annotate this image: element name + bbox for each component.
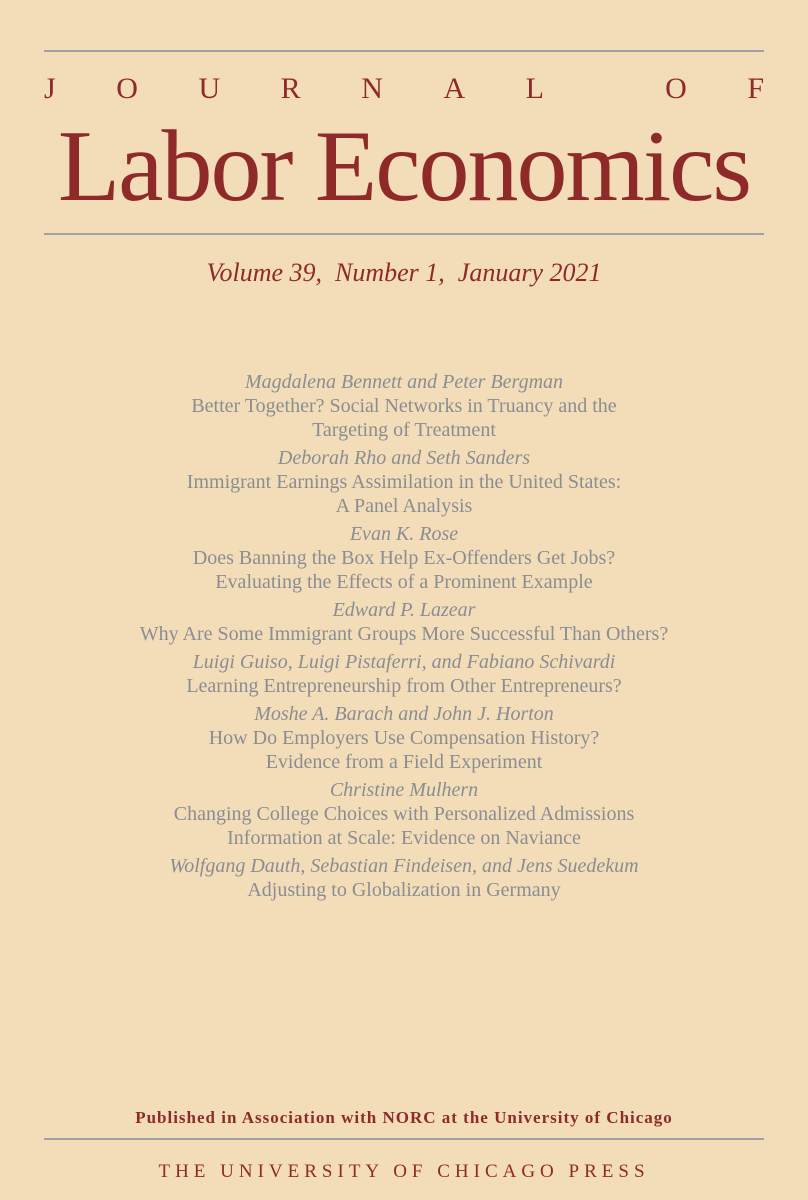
published-in-association: Published in Association with NORC at the University of Chicago [135, 1108, 673, 1127]
article-title-line: Learning Entrepreneurship from Other Entrepreneurs? [186, 675, 622, 697]
article-entry [0, 778, 808, 850]
footer-rule [44, 1138, 764, 1140]
journal-of-letter: F [747, 72, 764, 105]
publisher-name: THE UNIVERSITY OF CHICAGO PRESS [158, 1161, 650, 1182]
article-authors: Deborah Rho and Seth Sanders [277, 447, 531, 469]
article-authors: Luigi Guiso, Luigi Pistaferri, and Fabiano Schivardi [192, 651, 616, 673]
journal-of-letter: U [198, 72, 221, 105]
journal-of-letter: O [116, 72, 138, 105]
article-title-line: Information at Scale: Evidence on Naviance [227, 827, 581, 849]
article-authors: Moshe A. Barach and John J. Horton [254, 703, 554, 725]
article-entry [0, 370, 808, 442]
article-title-line: How Do Employers Use Compensation History? [208, 727, 600, 749]
journal-of-heading [44, 74, 764, 104]
article-title-line: Adjusting to Globalization in Germany [247, 879, 561, 901]
article-title-line: Evaluating the Effects of a Prominent Example [215, 571, 593, 593]
journal-of-letter: N [361, 72, 383, 105]
journal-of-letter: R [280, 72, 301, 105]
article-title-line: Changing College Choices with Personalized Admissions [173, 803, 635, 825]
article-title-line: Why Are Some Immigrant Groups More Successful Than Others? [139, 623, 669, 645]
article-authors: Wolfgang Dauth, Sebastian Findeisen, and Jens Suedekum [169, 855, 639, 877]
journal-of-letter: L [525, 72, 544, 105]
top-rule [44, 50, 764, 52]
article-title-line: Targeting of Treatment [312, 419, 496, 441]
table-of-contents [0, 370, 808, 906]
article-title-line: Better Together? Social Networks in Truancy and the [191, 395, 617, 417]
article-entry [0, 854, 808, 902]
article-title-line: Does Banning the Box Help Ex-Offenders Get Jobs? [192, 547, 616, 569]
journal-title: Labor Economics [57, 110, 751, 223]
article-authors: Evan K. Rose [349, 523, 459, 545]
article-title-line: A Panel Analysis [335, 495, 473, 517]
journal-of-letter: A [443, 72, 466, 105]
article-entry [0, 522, 808, 594]
article-authors: Edward P. Lazear [332, 599, 476, 621]
journal-of-letter: O [665, 72, 687, 105]
article-title-line: Immigrant Earnings Assimilation in the United States: [186, 471, 622, 493]
journal-of-letter: J [44, 72, 56, 105]
issue-info: Volume 39, Number 1, January 2021 [206, 258, 602, 287]
article-entry [0, 598, 808, 646]
article-authors: Christine Mulhern [329, 779, 479, 801]
article-title-line: Evidence from a Field Experiment [265, 751, 543, 773]
article-entry [0, 702, 808, 774]
article-authors: Magdalena Bennett and Peter Bergman [244, 371, 564, 393]
title-rule [44, 233, 764, 235]
article-entry [0, 446, 808, 518]
article-entry [0, 650, 808, 698]
